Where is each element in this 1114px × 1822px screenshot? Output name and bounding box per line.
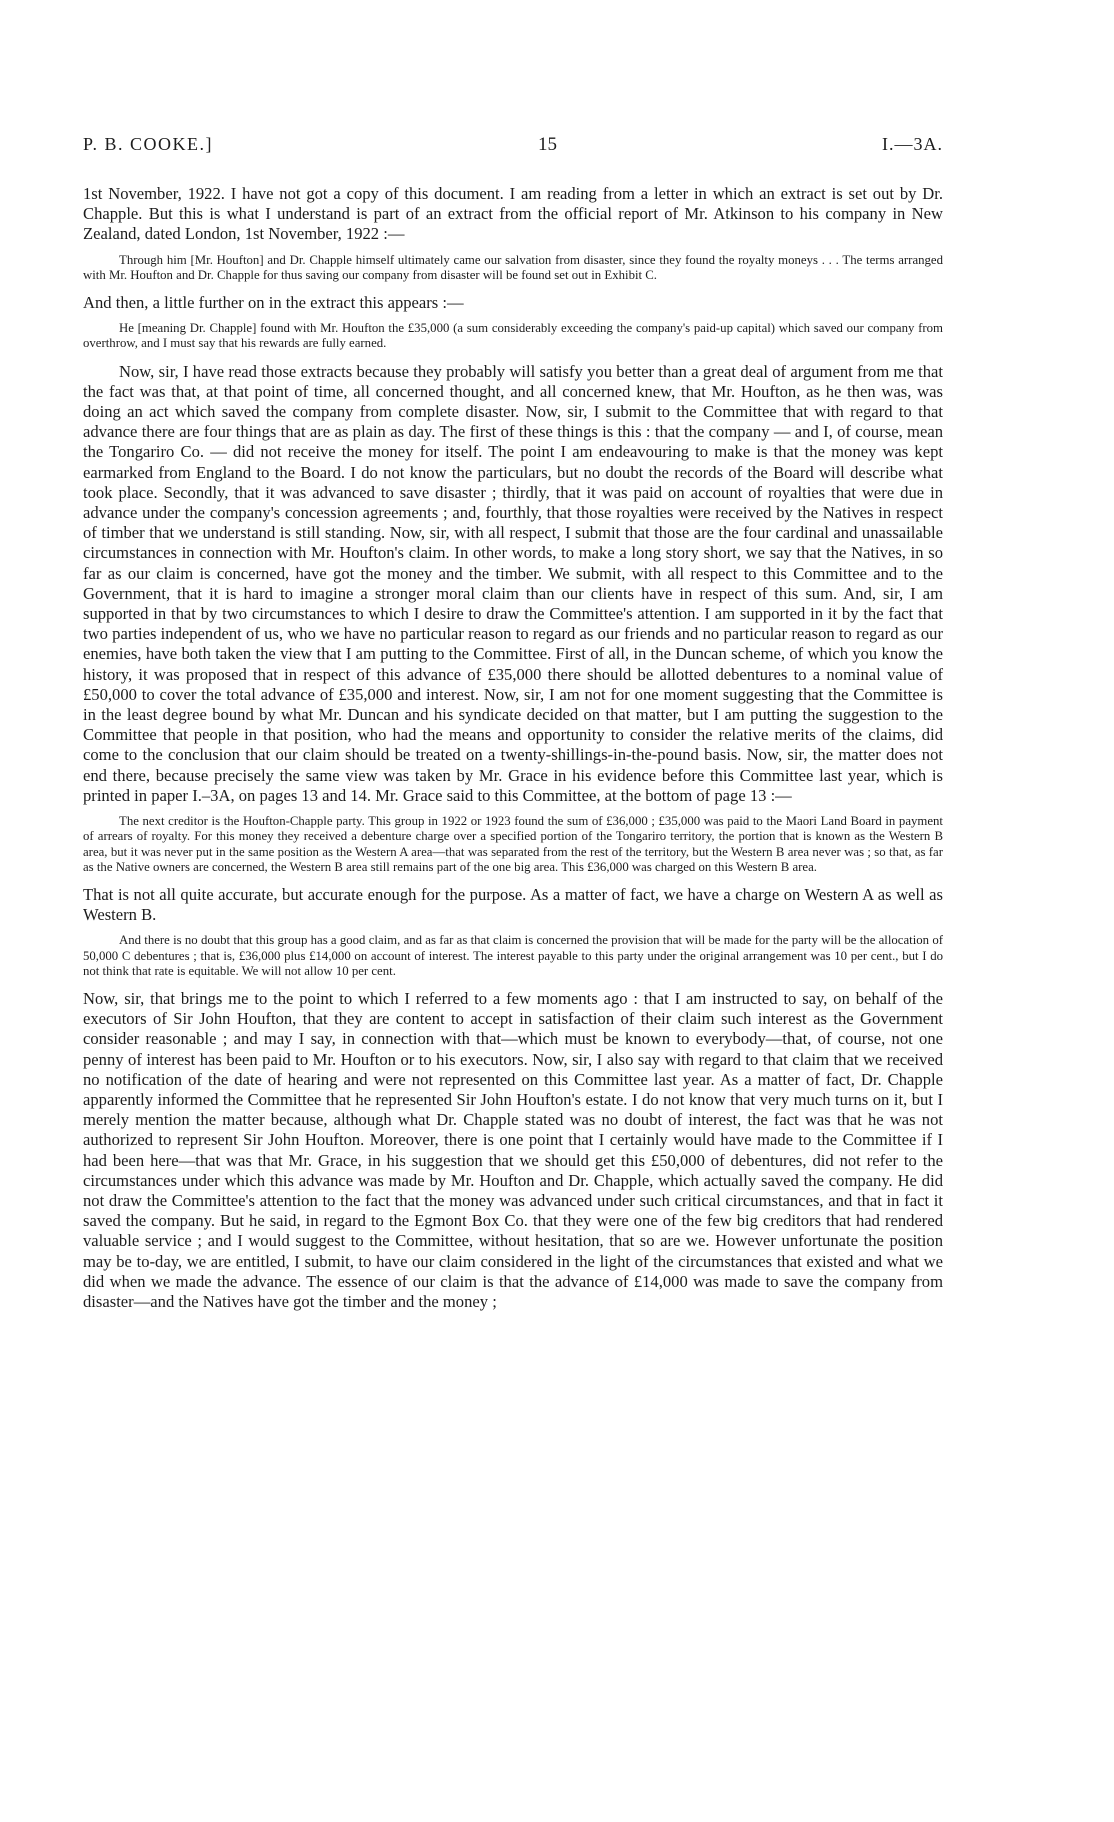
page-number: 15 [538, 134, 557, 155]
block-quote: Through him [Mr. Houfton] and Dr. Chapple himself ultimately came our salvation from disaster, since they found the royalty moneys . . . The terms arranged with Mr. Houfton and Dr. Chapple for thus saving our company from disaster will be found set out in Exhibit C. [83, 252, 943, 282]
paper-reference: I.—3A. [881, 134, 943, 154]
body-paragraph: Now, sir, that brings me to the point to which I referred to a few moments ago : that I am instructed to say, on behalf of the executors of Sir John Houfton, that they are content to accept in satisfaction of their claim such interest as the Government consider reasonable ; and may I say, in connection with that—which must be known to everybody—that, of course, not one penny of interest has been paid to Mr. Houfton or to his executors. Now, sir, I also say with regard to that claim that we received no notification of the date of hearing and were not represented on this Committee last year. As a matter of fact, Dr. Chapple apparently informed the Committee that he represented Sir John Houfton's estate. I do not know that very much turns on it, but I merely mention the matter because, although what Dr. Chapple stated was no doubt of interest, the fact was that he was not authorized to represent Sir John Houfton. Moreover, there is one point that I certainly would have made to the Committee if I had been here—that was that Mr. Grace, in his suggestion that we should get this £50,000 of debentures, did not refer to the circumstances under which this advance was made by Mr. Houfton and Dr. Chapple, which actually saved the company. He did not draw the Committee's attention to the fact that the money was advanced under such critical circumstances, and that in fact it saved the company. But he said, in regard to the Egmont Box Co. that they were one of the few big creditors that had rendered valuable service ; and I would suggest to the Committee, without hesitation, that so are we. However unfortunate the position may be to-day, we are entitled, I submit, to have our claim considered in the light of the circumstances that existed and what we did when we made the advance. The essence of our claim is that the advance of £14,000 was made to save the company from disaster—and the Natives have got the timber and the money ; [83, 988, 943, 1311]
body-paragraph: And then, a little further on in the extract this appears :— [83, 293, 464, 313]
block-quote: The next creditor is the Houfton-Chapple party. This group in 1922 or 1923 found the sum of £36,000 ; £35,000 was paid to the Maori Land Board in payment of arrears of royalty. For this money they received a debenture charge over a specified portion of the Tongariro territory, the portion that is known as the Western B area, but it was never put in the same position as the Western A area—that was separated from the rest of the territory, but the Western B area never was ; so that, as far as the Native owners are concerned, the Western B area still remains part of the one big area. This £36,000 was charged on this Western B area. [83, 814, 943, 874]
document-page [83, 134, 943, 1312]
block-quote: And there is no doubt that this group has a good claim, and as far as that claim is concerned the provision that will be made for the party will be the allocation of 50,000 C debentures ; that is, £36,000 plus £14,000 on account of interest. The interest payable to this party under the original arrangement was 10 per cent., but I do not think that rate is equitable. We will not allow 10 per cent. [83, 933, 943, 978]
header-speaker: P. B. COOKE.] [83, 134, 214, 154]
body-paragraph: That is not all quite accurate, but accurate enough for the purpose. As a matter of fact, we have a charge on Western A as well as Western B. [83, 884, 943, 925]
body-paragraph: 1st November, 1922. I have not got a copy of this document. I am reading from a letter in which an extract is set out by Dr. Chapple. But this is what I understand is part of an extract from the official report of Mr. Atkinson to his company in New Zealand, dated London, 1st November, 1922 :— [83, 184, 943, 244]
page-header [83, 134, 943, 156]
body-paragraph: Now, sir, I have read those extracts because they probably will satisfy you better than a great deal of argument from me that the fact was that, at that point of time, all concerned thought, and all concerned knew, that Mr. Houfton, as he then was, was doing an act which saved the company from complete disaster. Now, sir, I submit to the Committee that with regard to that advance there are four things that are as plain as day. The first of these things is this : that the company — and I, of course, mean the Tongariro Co. — did not receive the money for itself. The point I am endeavouring to make is that the money was kept earmarked from England to the Board. I do not know the particulars, but no doubt the records of the Board will describe what took place. Secondly, that it was advanced to save disaster ; thirdly, that it was paid on account of royalties that were due in advance under the company's concession agreements ; and, fourthly, that those royalties were received by the Natives in respect of timber that we understand is still standing. Now, sir, with all respect, I submit that those are the four cardinal and unassailable circumstances in connection with Mr. Houfton's claim. In other words, to make a long story short, we say that the Natives, in so far as our claim is concerned, have got the money and the timber. We submit, with all respect to this Committee and to the Government, that it is hard to imagine a stronger moral claim than our clients have in respect of this sum. And, sir, I am supported in that by two circumstances to which I desire to draw the Committee's attention. I am supported in it by the fact that two parties independent of us, who we have no particular reason to regard as our friends and no particular reason to regard as our enemies, have both taken the view that I am putting to the Committee. First of all, in the Duncan scheme, of which you know the history, it was proposed that in respect of this advance of £35,000 there should be allotted debentures to a nominal value of £50,000 to cover the total advance of £35,000 and interest. Now, sir, I am not for one moment suggesting that the Committee is in the least degree bound by what Mr. Duncan and his syndicate decided on that matter, but I am putting the suggestion to the Committee that people in that position, who had the means and opportunity to consider the relative merits of the claims, did come to the conclusion that our claim should be treated on a twenty-shillings-in-the-pound basis. Now, sir, the matter does not end there, because precisely the same view was taken by Mr. Grace in his evidence before this Committee last year, which is printed in paper I.–3A, on pages 13 and 14. Mr. Grace said to this Committee, at the bottom of page 13 :— [83, 361, 943, 805]
block-quote: He [meaning Dr. Chapple] found with Mr. Houfton the £35,000 (a sum considerably exceeding the company's paid-up capital) which saved our company from overthrow, and I must say that his rewards are fully earned. [83, 321, 943, 351]
